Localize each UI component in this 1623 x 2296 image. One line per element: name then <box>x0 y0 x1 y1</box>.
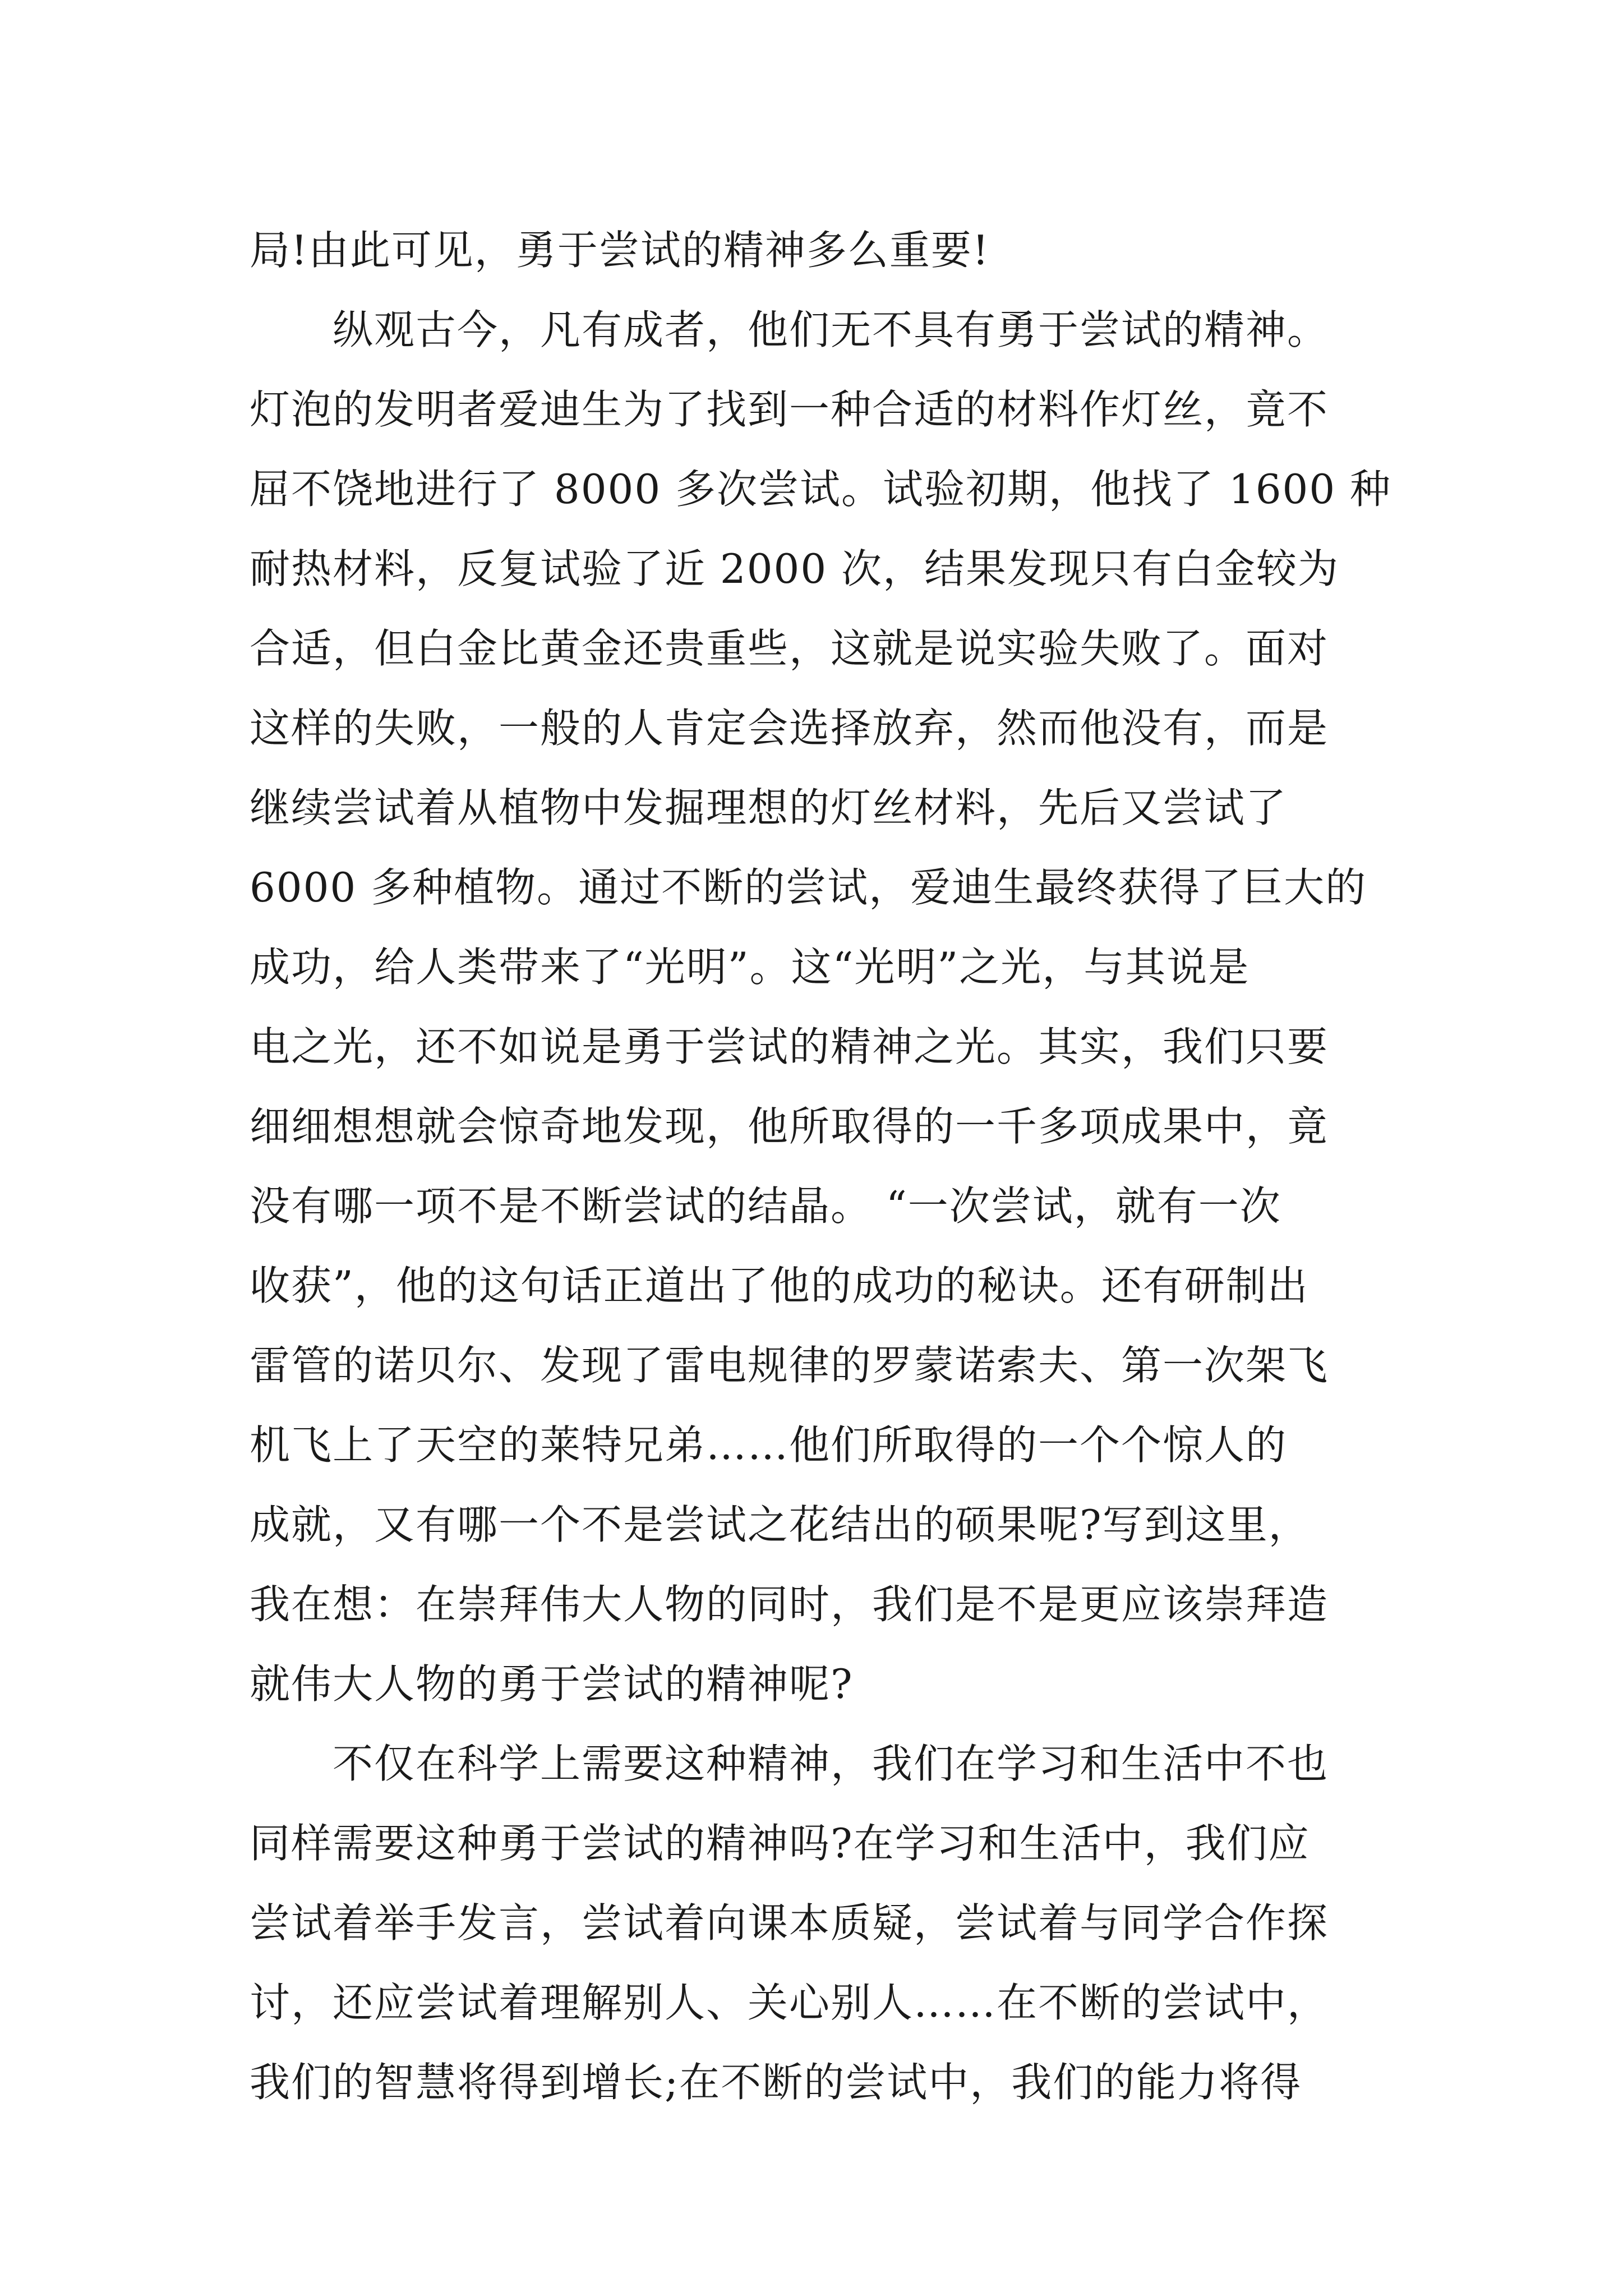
text-line-22: 尝试着举手发言，尝试着向课本质疑，尝试着与同学合作探 <box>250 1899 1329 1947</box>
text-line-2: 纵观古今，凡有成者，他们无不具有勇于尝试的精神。 <box>250 306 1329 353</box>
text-line-6: 合适，但白金比黄金还贵重些，这就是说实验失败了。面对 <box>250 625 1329 672</box>
text-line-20: 不仅在科学上需要这种精神，我们在学习和生活中不也 <box>250 1740 1329 1787</box>
text-line-18: 我在想：在崇拜伟大人物的同时，我们是不是更应该崇拜造 <box>250 1581 1329 1628</box>
text-line-9: 6000 多种植物。通过不断的尝试，爱迪生最终获得了巨大的 <box>250 864 1367 911</box>
text-line-17: 成就，又有哪一个不是尝试之花结出的硕果呢?写到这里， <box>250 1501 1310 1548</box>
text-line-8: 继续尝试着从植物中发掘理想的灯丝材料，先后又尝试了 <box>250 784 1288 831</box>
text-line-10: 成功，给人类带来了“光明”。这“光明”之光，与其说是 <box>250 944 1250 991</box>
text-line-14: 收获”，他的这句话正道出了他的成功的秘诀。还有研制出 <box>250 1262 1309 1309</box>
text-line-4: 屈不饶地进行了 8000 多次尝试。试验初期，他找了 1600 种 <box>250 466 1392 513</box>
text-line-12: 细细想想就会惊奇地发现，他所取得的一千多项成果中，竟 <box>250 1103 1329 1150</box>
text-line-21: 同样需要这种勇于尝试的精神吗?在学习和生活中，我们应 <box>250 1820 1310 1867</box>
text-line-15: 雷管的诺贝尔、发现了雷电规律的罗蒙诺索夫、第一次架飞 <box>250 1342 1329 1389</box>
text-line-13: 没有哪一项不是不断尝试的结晶。 “一次尝试，就有一次 <box>250 1182 1281 1230</box>
text-line-19: 就伟大人物的勇于尝试的精神呢? <box>250 1660 854 1708</box>
text-line-7: 这样的失败，一般的人肯定会选择放弃，然而他没有，而是 <box>250 705 1329 752</box>
text-line-3: 灯泡的发明者爱迪生为了找到一种合适的材料作灯丝，竟不 <box>250 386 1329 433</box>
text-line-23: 讨，还应尝试着理解别人、关心别人……在不断的尝试中， <box>250 1979 1329 2026</box>
text-line-11: 电之光，还不如说是勇于尝试的精神之光。其实，我们只要 <box>250 1023 1329 1070</box>
text-line-24: 我们的智慧将得到增长;在不断的尝试中，我们的能力将得 <box>250 2059 1302 2106</box>
text-line-16: 机飞上了天空的莱特兄弟……他们所取得的一个个惊人的 <box>250 1421 1288 1469</box>
text-line-1: 局!由此可见，勇于尝试的精神多么重要! <box>250 227 990 274</box>
essay-body <box>250 210 1392 2122</box>
text-line-5: 耐热材料，反复试验了近 2000 次，结果发现只有白金较为 <box>250 545 1340 592</box>
